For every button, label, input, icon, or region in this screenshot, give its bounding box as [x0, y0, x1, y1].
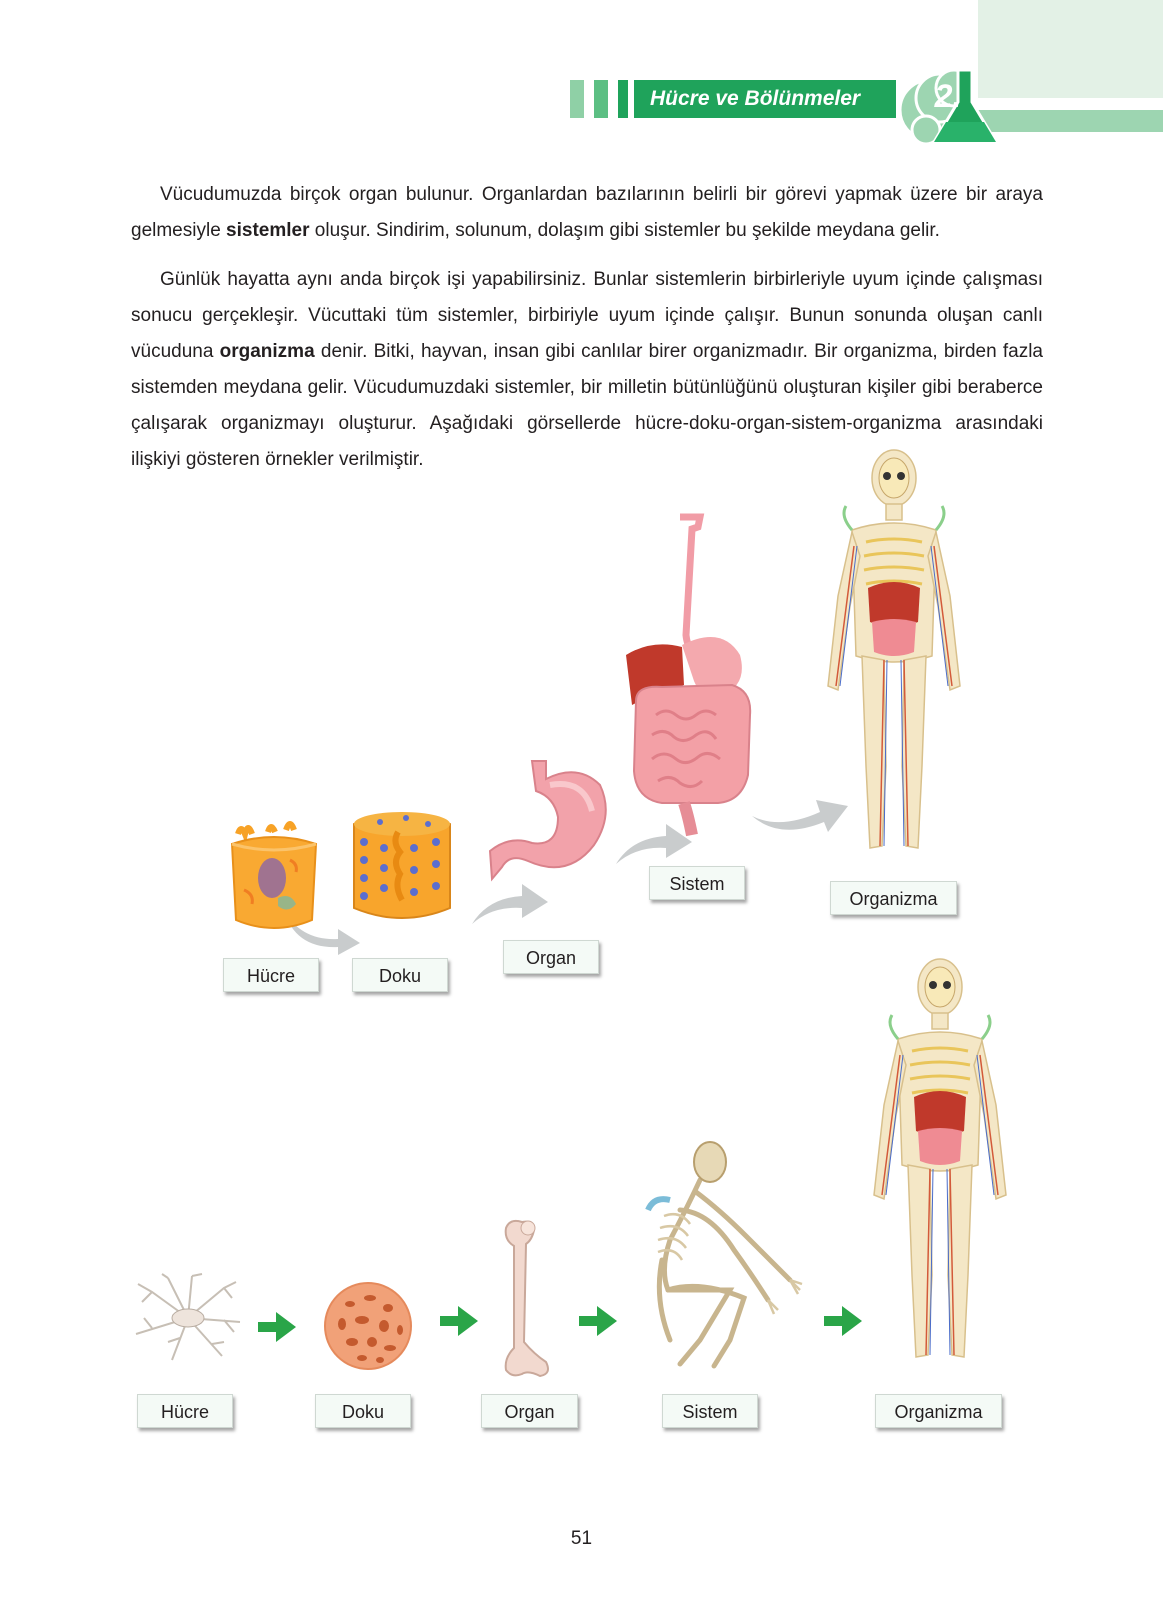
chapter-number: 2.: [934, 78, 962, 114]
paragraph-text: denir. Bitki, hayvan, insan gibi canlılar birer organizmadır. Bir organizma, birden fazla sistemden meydana gelir. Vücudumuzdaki sistemler, bir milletin bütünlüğünü oluşturan kişiler gibi beraberce çalışarak organizmayı oluşturur. Aşağıdaki görsellerde hücre-doku-organ-sistem-organizma arasındaki ilişkiyi gösteren örnekler verilmiştir.: [131, 341, 1043, 470]
tissue-illustration: [350, 808, 455, 923]
grey-arrow-icon: [470, 880, 550, 930]
term-sistemler: sistemler: [226, 220, 310, 241]
label-organizma: Organizma: [830, 881, 957, 915]
cell-illustration: [228, 820, 320, 935]
label-doku: Doku: [315, 1394, 411, 1428]
chapter-title: Hücre ve Bölünmeler: [634, 80, 896, 118]
header-stripe: [570, 80, 584, 118]
bone-illustration: [498, 1218, 553, 1380]
paragraph-text: Günlük hayatta aynı anda birçok işi yapabilirsiniz. Bunlar sistemlerin birbirleriyle uyum içinde çalışması sonucu gerçekleşir. Vücuttaki tüm sistemler, birbiriyle uyum içinde çalışır. Bunun sonunda oluşan canlı vücuduna: [131, 269, 1043, 362]
human-body-illustration: [870, 955, 1010, 1380]
label-sistem: Sistem: [662, 1394, 758, 1428]
bone-tissue-illustration: [322, 1280, 414, 1372]
green-arrow-icon: [824, 1306, 862, 1336]
paragraph-1: [131, 177, 1043, 249]
label-sistem: Sistem: [649, 866, 745, 900]
paragraph-text: oluşur. Sindirim, solunum, dolaşım gibi sistemler bu şekilde meydana gelir.: [309, 220, 940, 241]
header-stripe: [594, 80, 608, 118]
page-number: 51: [570, 1528, 593, 1549]
green-arrow-icon: [258, 1312, 296, 1342]
label-hucre: Hücre: [137, 1394, 233, 1428]
header-stripe: [618, 80, 628, 118]
label-doku: Doku: [352, 958, 448, 992]
green-arrow-icon: [579, 1306, 617, 1336]
label-organizma: Organizma: [875, 1394, 1002, 1428]
skeleton-illustration: [640, 1140, 805, 1375]
paragraph-text: Vücudumuzda birçok organ bulunur. Organlardan bazılarının belirli bir görevi yapmak üzere bir araya gelmesiyle: [131, 184, 1043, 241]
stomach-illustration: [488, 755, 613, 885]
digestive-system-illustration: [622, 515, 762, 845]
human-body-illustration: [824, 446, 964, 871]
label-hucre: Hücre: [223, 958, 319, 992]
label-organ: Organ: [481, 1394, 578, 1428]
bone-cell-illustration: [132, 1272, 244, 1362]
label-organ: Organ: [503, 940, 599, 974]
green-arrow-icon: [440, 1306, 478, 1336]
term-organizma: organizma: [219, 341, 315, 362]
